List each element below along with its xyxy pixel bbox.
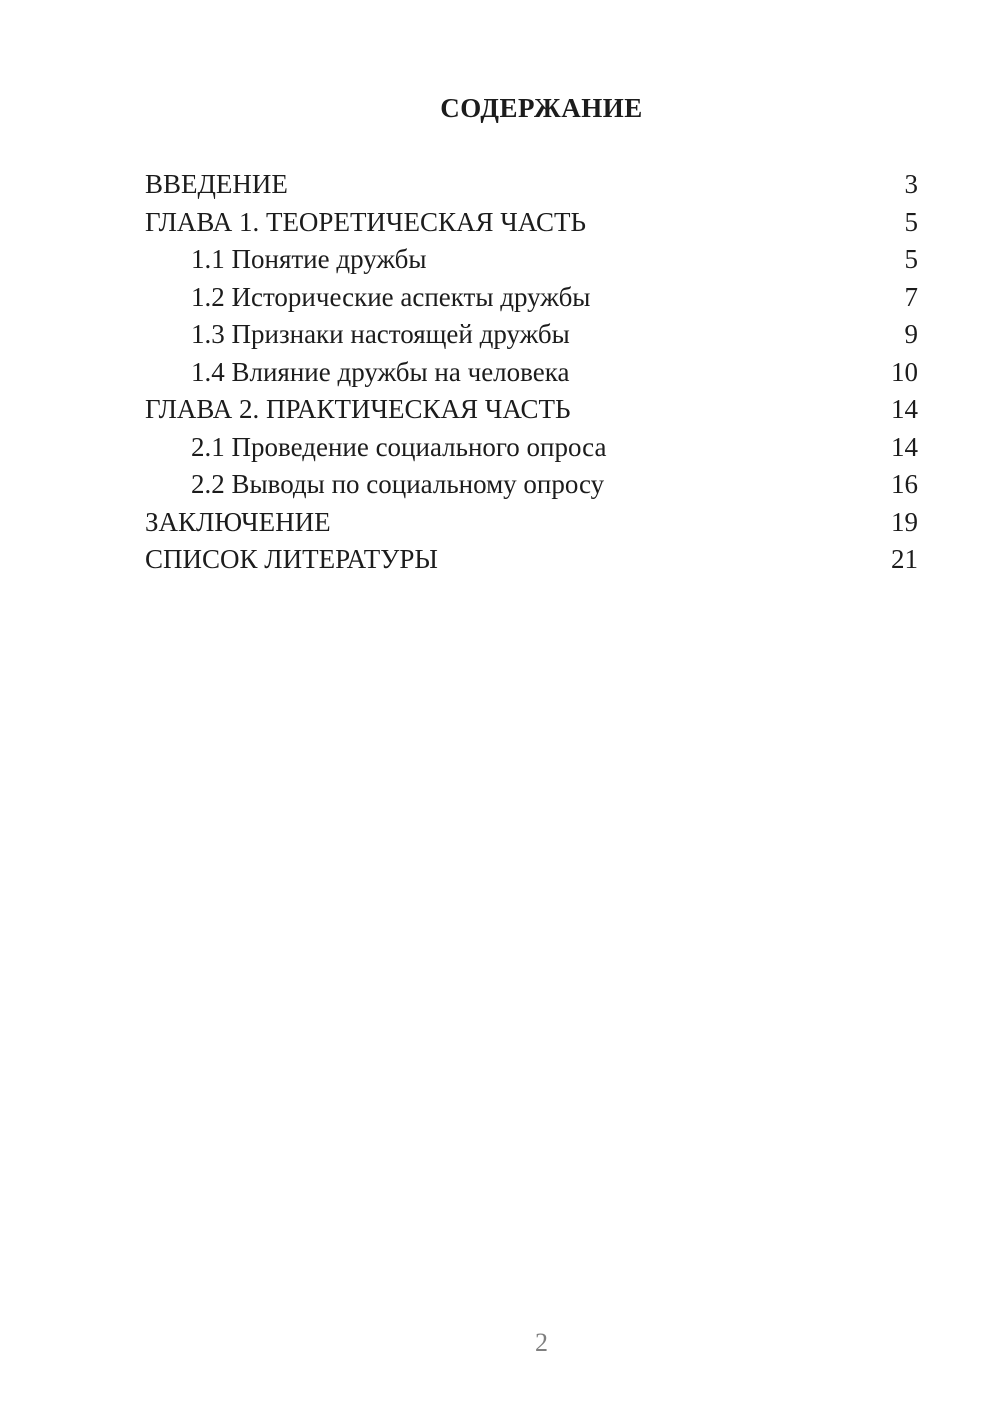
toc-entry [145,541,918,579]
toc-entry-label: 1.3 Признаки настоящей дружбы [191,319,570,349]
toc-entry-page: 21 [891,544,918,574]
toc-entry [145,241,918,279]
toc-entry-page: 19 [891,506,918,537]
toc-entry-page: 7 [904,281,918,312]
toc-entry-page: 14 [891,431,918,462]
toc-entry [145,391,918,429]
toc-entry-page: 5 [904,206,918,237]
toc-entry [145,466,918,504]
toc-list [145,166,918,579]
toc-entry [145,354,918,392]
toc-entry-label: ЗАКЛЮЧЕНИЕ [145,506,331,537]
footer-page-number: 2 [535,1328,548,1357]
toc-entry [145,429,918,467]
toc-entry-label: ГЛАВА 2. ПРАКТИЧЕСКАЯ ЧАСТЬ [145,394,571,424]
toc-entry-label: СПИСОК ЛИТЕРАТУРЫ [145,544,438,574]
toc-entry-label: ГЛАВА 1. ТЕОРЕТИЧЕСКАЯ ЧАСТЬ [145,206,586,237]
toc-entry-page: 14 [891,394,918,424]
toc-entry-page: 9 [904,319,918,349]
toc-entry-label: 1.2 Исторические аспекты дружбы [191,281,591,312]
toc-entry-label: 2.1 Проведение социального опроса [191,431,607,462]
toc-entry-page: 3 [904,169,918,199]
toc-entry [145,204,918,242]
toc-entry-page: 16 [891,469,918,499]
toc-entry-label: ВВЕДЕНИЕ [145,169,288,199]
toc-entry-label: 1.1 Понятие дружбы [191,244,427,274]
toc-entry [145,504,918,542]
toc-entry-label: 2.2 Выводы по социальному опросу [191,469,605,499]
toc-entry-page: 5 [904,244,918,274]
toc-entry [145,316,918,354]
toc-entry [145,279,918,317]
toc-entry-label: 1.4 Влияние дружбы на человека [191,356,570,387]
page-title: СОДЕРЖАНИЕ [440,93,643,123]
toc-entry [145,166,918,204]
toc-entry-page: 10 [891,356,918,387]
